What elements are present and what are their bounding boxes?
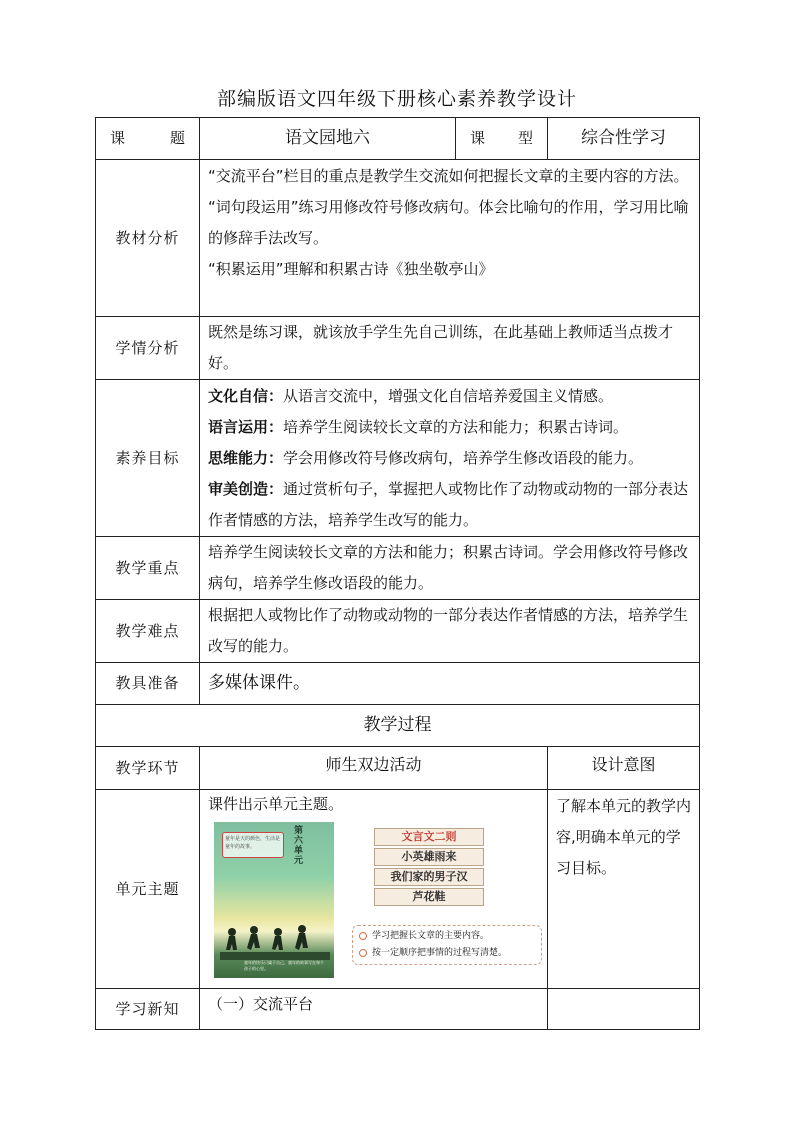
goal-text: 通过赏析句子，掌握把人或物比作了动物或动物的一部分表达作者情感的方法，培养学生改写的能力。 (208, 479, 689, 529)
goal-text: 学会用修改符号修改病句，培养学生修改语段的能力。 (283, 448, 644, 467)
stage-label: 单元主题 (96, 790, 200, 989)
cover-footer-text: 童年的快乐只属于自己，童年的故事写在每个孩子的心里。 (244, 960, 324, 971)
material-analysis-para: “积累运用”理解和积累古诗《独坐敬亭山》 (208, 260, 494, 278)
process-heading: 教学过程 (96, 705, 700, 747)
unit-goal: 学习把握长文章的主要内容。 (359, 928, 541, 945)
material-analysis-content (200, 160, 700, 317)
difficult-points-text: 根据把人或物比作了动物或动物的一部分表达作者情感的方法，培养学生改写的能力。 (200, 600, 700, 663)
learner-analysis-row (96, 317, 700, 380)
document-title: 部编版语文四年级下册核心素养教学设计 (216, 88, 577, 110)
unit-theme-image (214, 822, 539, 982)
header-row (96, 118, 700, 160)
lesson-plan-table (95, 117, 700, 1030)
lesson-title: 我们家的男子汉 (374, 868, 484, 886)
process-heading-row (96, 705, 700, 747)
learner-analysis-text: 既然是练习课，就该放手学生先自己训练，在此基础上教师适当点拨才好。 (200, 317, 700, 380)
goal-text: 从语言交流中，增强文化自信培养爱国主义情感。 (283, 386, 614, 405)
key-points-label: 教学重点 (96, 537, 200, 600)
type-label: 课 型 (456, 118, 548, 160)
key-points-text: 培养学生阅读较长文章的方法和能力；积累古诗词。学会用修改符号修改病句，培养学生修改语段的能力。 (200, 537, 700, 600)
material-analysis-para: “交流平台”栏目的重点是教学生交流如何把握长文章的主要内容的方法。 (208, 167, 689, 185)
unit-goals-box (352, 925, 542, 965)
goal-bullet-icon (359, 932, 367, 940)
col-intent-header: 设计意图 (548, 747, 700, 790)
goal-head: 语言运用： (208, 417, 284, 436)
activity-text: 课件出示单元主题。 (208, 795, 344, 813)
difficult-points-label: 教学难点 (96, 600, 200, 663)
goal-item (208, 443, 691, 474)
goal-head: 审美创造： (208, 479, 284, 498)
goal-item (208, 474, 691, 536)
literacy-goals-content (200, 380, 700, 537)
goal-item (208, 381, 691, 412)
goal-text: 培养学生阅读较长文章的方法和能力；积累古诗词。 (283, 417, 629, 436)
material-analysis-para: “词句段运用”练习用修改符号修改病句。体会比喻句的作用，学习用比喻的修辞手法改写。 (208, 198, 689, 247)
literacy-goals-label: 素养目标 (96, 380, 200, 537)
lesson-title: 文言文二则 (374, 828, 484, 846)
goal-head: 文化自信： (208, 386, 284, 405)
col-stage-header: 教学环节 (96, 747, 200, 790)
col-activity-header: 师生双边活动 (200, 747, 548, 790)
topic-label: 课 题 (96, 118, 200, 160)
cover-note: 童年是天的颜色，生活是童年的故事。 (222, 832, 284, 858)
goal-item (208, 412, 691, 443)
topic-value: 语文园地六 (200, 118, 456, 160)
process-columns-row (96, 747, 700, 790)
lesson-title: 芦花鞋 (374, 888, 484, 906)
type-value: 综合性学习 (548, 118, 700, 160)
difficult-points-row (96, 600, 700, 663)
unit-cover-image (214, 822, 334, 978)
activity-cell: （一）交流平台 (200, 989, 548, 1030)
unit-goal: 按一定顺序把事情的过程写清楚。 (359, 945, 541, 962)
key-points-row (96, 537, 700, 600)
unit-number: 第六单元 (294, 826, 304, 866)
learner-analysis-label: 学情分析 (96, 317, 200, 380)
lesson-title: 小英雄雨来 (374, 848, 484, 866)
intent-cell (548, 989, 700, 1030)
material-analysis-label: 教材分析 (96, 160, 200, 317)
running-children-silhouette (220, 920, 330, 960)
material-analysis-row (96, 160, 700, 317)
tools-label: 教具准备 (96, 663, 200, 705)
goal-head: 思维能力： (208, 448, 284, 467)
process-row-new-knowledge (96, 989, 700, 1030)
tools-row (96, 663, 700, 705)
literacy-goals-row (96, 380, 700, 537)
tools-text: 多媒体课件。 (200, 663, 700, 705)
activity-cell (200, 790, 548, 989)
stage-label: 学习新知 (96, 989, 200, 1030)
goal-bullet-icon (359, 949, 367, 957)
intent-cell: 了解本单元的教学内容,明确本单元的学习目标。 (548, 790, 700, 989)
process-row-unit-theme (96, 790, 700, 989)
